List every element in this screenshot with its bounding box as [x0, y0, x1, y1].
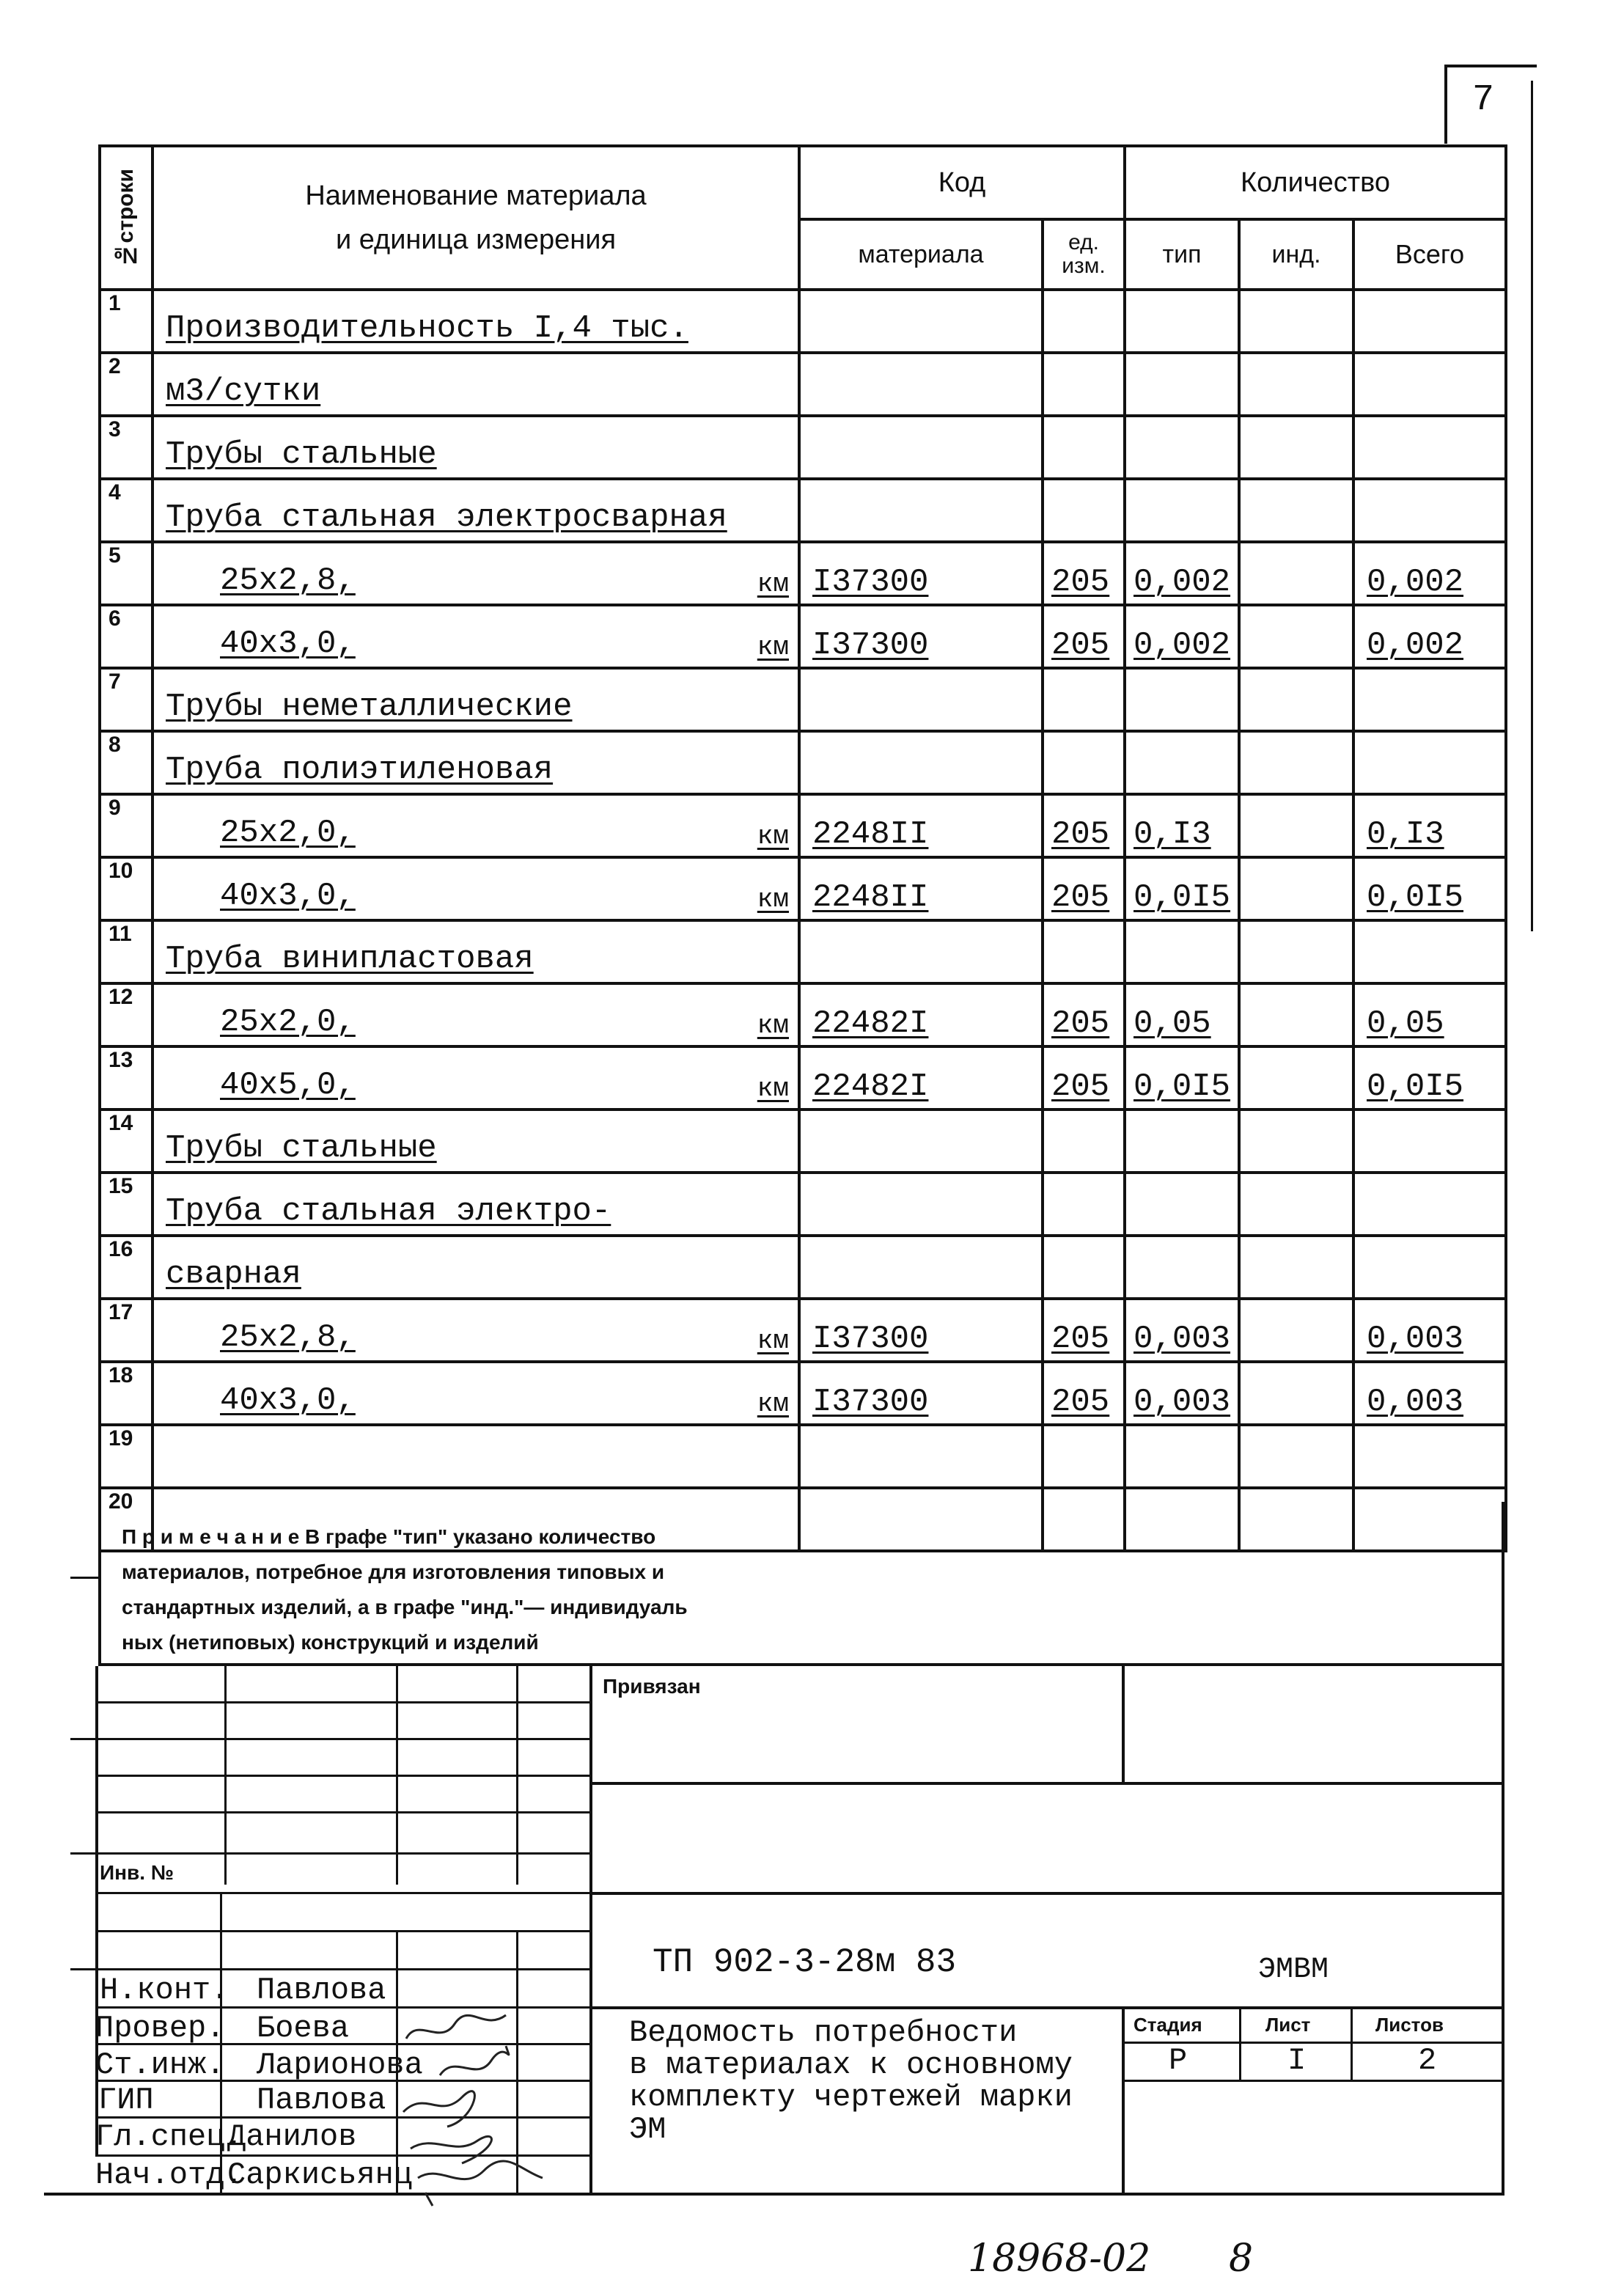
- qty-type-cell: [1125, 542, 1239, 605]
- unit-of-measure: км: [757, 821, 789, 851]
- qty-total-cell: [1353, 605, 1506, 668]
- material-code-cell: [799, 1362, 1043, 1425]
- material-name-cell: [153, 605, 799, 668]
- signer-name-6: Саркисьянц: [227, 2157, 413, 2193]
- row-number: 18: [109, 1363, 133, 1387]
- qty-total-cell: [1353, 857, 1506, 920]
- material-code-cell: [799, 416, 1043, 479]
- qty-total: 0,003: [1367, 1384, 1464, 1420]
- title-line-2: в материалах к основному: [629, 2047, 1073, 2083]
- material-name: 25х2,8,: [220, 562, 356, 599]
- row-number: 2: [109, 354, 121, 378]
- footer-page-number: 8: [1229, 2237, 1254, 2281]
- qty-type-cell: [1125, 1362, 1239, 1425]
- header-row-number: №строки: [100, 146, 153, 290]
- qty-ind-cell: [1239, 1110, 1353, 1173]
- header-qty-ind: инд.: [1239, 219, 1353, 290]
- unit-code-cell: [1043, 605, 1125, 668]
- qty-ind-cell: [1239, 479, 1353, 542]
- signer-name-3: Ларионова: [257, 2047, 423, 2083]
- signer-name-4: Павлова: [257, 2083, 386, 2118]
- sheet-value: I: [1287, 2043, 1307, 2078]
- material-name: 40х3,0,: [220, 878, 356, 914]
- unit-code: 205: [1051, 879, 1110, 916]
- row-number-cell: [100, 605, 153, 668]
- material-name: сварная: [166, 1256, 301, 1293]
- unit-code: 205: [1051, 1005, 1110, 1042]
- row-number-cell: [100, 731, 153, 794]
- qty-type-cell: [1125, 731, 1239, 794]
- unit-code: 205: [1051, 564, 1110, 601]
- material-name-cell: [153, 794, 799, 857]
- material-name-cell: [153, 479, 799, 542]
- material-code-cell: [799, 479, 1043, 542]
- note-line-1: П р и м е ч а н и е В графе "тип" указано количество: [122, 1525, 656, 1548]
- qty-total: 0,002: [1367, 564, 1464, 601]
- header-name: Наименование материала и единица измерения: [153, 146, 799, 290]
- material-code-cell: [799, 353, 1043, 416]
- unit-code: 205: [1051, 1068, 1110, 1105]
- material-name-cell: [153, 920, 799, 983]
- material-code: I37300: [812, 564, 929, 601]
- note-block: [98, 1502, 1504, 1666]
- row-number: 5: [109, 543, 121, 568]
- row-number: 8: [109, 733, 121, 757]
- row-number-cell: [100, 290, 153, 353]
- unit-of-measure: км: [757, 632, 789, 662]
- qty-total-cell: [1353, 353, 1506, 416]
- table-row: [100, 416, 1506, 479]
- qty-total-cell: [1353, 1110, 1506, 1173]
- table-row: [100, 479, 1506, 542]
- sheets-value: 2: [1418, 2043, 1437, 2078]
- qty-type: 0,0I5: [1133, 1068, 1231, 1105]
- material-code: 22482I: [812, 1068, 929, 1105]
- table-row: [100, 920, 1506, 983]
- table-row: [100, 1110, 1506, 1173]
- qty-total: 0,0I5: [1367, 1068, 1464, 1105]
- unit-of-measure: км: [757, 1074, 789, 1104]
- header-code-material: материала: [799, 219, 1043, 290]
- stage-value: Р: [1169, 2043, 1188, 2078]
- material-code: 22482I: [812, 1005, 929, 1042]
- header-code-unit: ед. изм.: [1043, 219, 1125, 290]
- material-name-cell: [153, 1046, 799, 1110]
- row-number: 19: [109, 1426, 133, 1450]
- qty-type: 0,003: [1133, 1321, 1231, 1357]
- document-code: ТП 902-3-28м 83: [653, 1943, 957, 1981]
- qty-type-cell: [1125, 605, 1239, 668]
- row-number-cell: [100, 1425, 153, 1488]
- row-number-cell: [100, 1046, 153, 1110]
- row-number-cell: [100, 1236, 153, 1299]
- unit-of-measure: км: [757, 884, 789, 914]
- qty-total-cell: [1353, 542, 1506, 605]
- header-qty-type: тип: [1125, 219, 1239, 290]
- material-code-cell: [799, 983, 1043, 1046]
- qty-type: 0,002: [1133, 564, 1231, 601]
- signer-role-3: Ст.инж.: [95, 2047, 225, 2083]
- qty-type-cell: [1125, 1046, 1239, 1110]
- signer-name-5: Данилов: [227, 2119, 357, 2154]
- material-name: Производительность I,4 тыс.: [166, 310, 688, 347]
- material-code: 2248II: [812, 816, 929, 853]
- qty-total: 0,I3: [1367, 816, 1444, 853]
- table-row: [100, 290, 1506, 353]
- material-name: Труба стальная электро-: [166, 1193, 611, 1230]
- material-code-cell: [799, 1173, 1043, 1236]
- material-name: Трубы стальные: [166, 1130, 437, 1167]
- qty-ind-cell: [1239, 1299, 1353, 1362]
- qty-ind-cell: [1239, 1236, 1353, 1299]
- table-row: [100, 353, 1506, 416]
- title-line-1: Ведомость потребности: [629, 2015, 1018, 2050]
- material-name: 25х2,8,: [220, 1319, 356, 1356]
- row-number: 6: [109, 606, 121, 631]
- material-name: 25х2,0,: [220, 815, 356, 851]
- qty-total-cell: [1353, 1425, 1506, 1488]
- qty-type-cell: [1125, 1425, 1239, 1488]
- unit-code-cell: [1043, 1236, 1125, 1299]
- row-number-cell: [100, 1362, 153, 1425]
- unit-code-cell: [1043, 1046, 1125, 1110]
- unit-code-cell: [1043, 920, 1125, 983]
- unit-code-cell: [1043, 794, 1125, 857]
- row-number-cell: [100, 794, 153, 857]
- unit-code-cell: [1043, 668, 1125, 731]
- qty-type-cell: [1125, 353, 1239, 416]
- unit-code-cell: [1043, 353, 1125, 416]
- unit-of-measure: км: [757, 1389, 789, 1419]
- row-number-cell: [100, 920, 153, 983]
- material-code-cell: [799, 857, 1043, 920]
- row-number-cell: [100, 542, 153, 605]
- qty-ind-cell: [1239, 1046, 1353, 1110]
- table-row: [100, 668, 1506, 731]
- material-name: 40х3,0,: [220, 626, 356, 662]
- qty-type-cell: [1125, 668, 1239, 731]
- header-quantity: Количество: [1125, 146, 1506, 219]
- table-row: [100, 1046, 1506, 1110]
- row-number: 11: [109, 922, 132, 946]
- qty-total-cell: [1353, 1236, 1506, 1299]
- unit-code-cell: [1043, 416, 1125, 479]
- qty-type-cell: [1125, 1236, 1239, 1299]
- row-number: 12: [109, 985, 133, 1009]
- qty-type-cell: [1125, 416, 1239, 479]
- material-name-cell: [153, 1362, 799, 1425]
- row-number: 4: [109, 480, 121, 505]
- qty-total-cell: [1353, 416, 1506, 479]
- row-number: 10: [109, 859, 133, 883]
- title-line-3: комплекту чертежей марки: [629, 2080, 1073, 2115]
- materials-table: [98, 144, 1507, 1552]
- material-name-cell: [153, 1173, 799, 1236]
- material-name-cell: [153, 1236, 799, 1299]
- material-name-cell: [153, 731, 799, 794]
- qty-total-cell: [1353, 290, 1506, 353]
- signer-name-1: Павлова: [257, 1973, 386, 2008]
- material-name: Труба полиэтиленовая: [166, 752, 554, 788]
- right-margin-line: [1531, 81, 1533, 931]
- table-row: [100, 731, 1506, 794]
- row-number: 3: [109, 417, 121, 441]
- material-name-cell: [153, 1110, 799, 1173]
- table-row: [100, 1236, 1506, 1299]
- table-row: [100, 1362, 1506, 1425]
- unit-code-cell: [1043, 1173, 1125, 1236]
- unit-code-cell: [1043, 1299, 1125, 1362]
- unit-code-cell: [1043, 479, 1125, 542]
- row-number-cell: [100, 1299, 153, 1362]
- qty-type: 0,0I5: [1133, 879, 1231, 916]
- material-code: I37300: [812, 1384, 929, 1420]
- material-name-cell: [153, 290, 799, 353]
- material-code: 2248II: [812, 879, 929, 916]
- qty-type: 0,05: [1133, 1005, 1211, 1042]
- row-number-cell: [100, 353, 153, 416]
- qty-ind-cell: [1239, 794, 1353, 857]
- qty-total-cell: [1353, 794, 1506, 857]
- unit-of-measure: км: [757, 1326, 789, 1356]
- material-name: Труба винипластовая: [166, 941, 534, 978]
- signer-role-2: Провер.: [95, 2011, 225, 2046]
- material-name: 40х5,0,: [220, 1067, 356, 1104]
- row-number-cell: [100, 416, 153, 479]
- qty-ind-cell: [1239, 983, 1353, 1046]
- unit-code: 205: [1051, 816, 1110, 853]
- table-row: [100, 1173, 1506, 1236]
- material-code-cell: [799, 1425, 1043, 1488]
- header-code: Код: [799, 146, 1125, 219]
- unit-code: 205: [1051, 627, 1110, 664]
- material-code-cell: [799, 668, 1043, 731]
- qty-type: 0,003: [1133, 1384, 1231, 1420]
- qty-ind-cell: [1239, 542, 1353, 605]
- unit-code-cell: [1043, 542, 1125, 605]
- unit-code: 205: [1051, 1384, 1110, 1420]
- qty-type-cell: [1125, 794, 1239, 857]
- qty-type-cell: [1125, 920, 1239, 983]
- inventory-number-label: Инв. №: [100, 1861, 174, 1884]
- qty-ind-cell: [1239, 416, 1353, 479]
- title-line-4: ЭМ: [629, 2112, 666, 2147]
- row-number-cell: [100, 668, 153, 731]
- qty-total: 0,003: [1367, 1321, 1464, 1357]
- qty-type: 0,I3: [1133, 816, 1211, 853]
- material-code-cell: [799, 920, 1043, 983]
- material-code-cell: [799, 542, 1043, 605]
- qty-ind-cell: [1239, 290, 1353, 353]
- qty-ind-cell: [1239, 1425, 1353, 1488]
- qty-total-cell: [1353, 1362, 1506, 1425]
- note-line-2: материалов, потребное для изготовления типовых и: [122, 1560, 665, 1583]
- qty-total-cell: [1353, 1173, 1506, 1236]
- row-number: 16: [109, 1237, 133, 1261]
- qty-total: 0,05: [1367, 1005, 1444, 1042]
- signer-role-5: Гл.спец.: [95, 2119, 243, 2154]
- material-code: I37300: [812, 627, 929, 664]
- qty-type-cell: [1125, 290, 1239, 353]
- signatures-graphic: [396, 2009, 557, 2207]
- qty-ind-cell: [1239, 353, 1353, 416]
- material-name: Труба стальная электросварная: [166, 499, 727, 536]
- material-name-cell: [153, 416, 799, 479]
- row-number-cell: [100, 983, 153, 1046]
- qty-ind-cell: [1239, 920, 1353, 983]
- qty-total-cell: [1353, 1299, 1506, 1362]
- material-name-cell: [153, 1425, 799, 1488]
- qty-ind-cell: [1239, 731, 1353, 794]
- table-row: [100, 857, 1506, 920]
- unit-of-measure: км: [757, 569, 789, 599]
- header-qty-total: Всего: [1353, 219, 1506, 290]
- row-number: 7: [109, 670, 121, 694]
- page-number: 7: [1472, 79, 1495, 121]
- qty-type-cell: [1125, 1173, 1239, 1236]
- qty-ind-cell: [1239, 1362, 1353, 1425]
- material-code-cell: [799, 605, 1043, 668]
- document-mark: ЭМВМ: [1258, 1954, 1329, 1987]
- material-name-cell: [153, 542, 799, 605]
- qty-total-cell: [1353, 1046, 1506, 1110]
- material-name-cell: [153, 983, 799, 1046]
- material-name: м3/сутки: [166, 373, 321, 410]
- unit-code-cell: [1043, 1110, 1125, 1173]
- qty-total: 0,0I5: [1367, 879, 1464, 916]
- material-name-cell: [153, 353, 799, 416]
- row-number: 17: [109, 1300, 133, 1324]
- footer-archive-number: 18968-02: [968, 2237, 1151, 2281]
- table-row: [100, 542, 1506, 605]
- table-row: [100, 605, 1506, 668]
- table-row: [100, 794, 1506, 857]
- unit-code-cell: [1043, 983, 1125, 1046]
- material-code-cell: [799, 1046, 1043, 1110]
- stage-label: Стадия: [1133, 2014, 1202, 2036]
- unit-code: 205: [1051, 1321, 1110, 1357]
- material-code-cell: [799, 1110, 1043, 1173]
- material-code-cell: [799, 1236, 1043, 1299]
- row-number: 13: [109, 1048, 133, 1072]
- material-name: 25х2,0,: [220, 1004, 356, 1041]
- unit-code-cell: [1043, 290, 1125, 353]
- sheet-label: Лист: [1265, 2014, 1311, 2036]
- material-name: 40х3,0,: [220, 1382, 356, 1419]
- row-number: 9: [109, 796, 121, 820]
- row-number: 15: [109, 1174, 133, 1198]
- signer-name-2: Боева: [257, 2011, 350, 2046]
- material-name: Трубы неметаллические: [166, 689, 573, 725]
- qty-ind-cell: [1239, 857, 1353, 920]
- row-number-cell: [100, 857, 153, 920]
- qty-type-cell: [1125, 1299, 1239, 1362]
- qty-type-cell: [1125, 479, 1239, 542]
- row-number-cell: [100, 1110, 153, 1173]
- qty-total-cell: [1353, 668, 1506, 731]
- row-number-cell: [100, 1173, 153, 1236]
- material-name-cell: [153, 857, 799, 920]
- signer-role-1: Н.конт.: [100, 1973, 229, 2008]
- material-code-cell: [799, 731, 1043, 794]
- signer-role-4: ГИП: [98, 2083, 154, 2118]
- unit-of-measure: км: [757, 1011, 789, 1041]
- material-name-cell: [153, 668, 799, 731]
- unit-code-cell: [1043, 857, 1125, 920]
- material-name-cell: [153, 1299, 799, 1362]
- materials-table-body: [100, 290, 1506, 1551]
- qty-total-cell: [1353, 731, 1506, 794]
- qty-type: 0,002: [1133, 627, 1231, 664]
- row-number: 20: [109, 1489, 133, 1514]
- qty-total: 0,002: [1367, 627, 1464, 664]
- signer-role-6: Нач.отд.: [95, 2157, 243, 2193]
- unit-code-cell: [1043, 1362, 1125, 1425]
- sheets-label: Листов: [1375, 2014, 1444, 2036]
- qty-ind-cell: [1239, 1173, 1353, 1236]
- row-number: 1: [109, 291, 121, 315]
- table-row: [100, 1299, 1506, 1362]
- qty-total-cell: [1353, 983, 1506, 1046]
- qty-total-cell: [1353, 479, 1506, 542]
- material-code-cell: [799, 794, 1043, 857]
- privyazan-label: Привязан: [603, 1675, 701, 1698]
- table-row: [100, 983, 1506, 1046]
- qty-type-cell: [1125, 983, 1239, 1046]
- qty-type-cell: [1125, 857, 1239, 920]
- note-line-3: стандартных изделий, а в графе "инд."— индивидуаль: [122, 1596, 688, 1618]
- unit-code-cell: [1043, 1425, 1125, 1488]
- qty-ind-cell: [1239, 605, 1353, 668]
- qty-ind-cell: [1239, 668, 1353, 731]
- material-name: Трубы стальные: [166, 436, 437, 473]
- row-number: 14: [109, 1111, 133, 1135]
- qty-type-cell: [1125, 1110, 1239, 1173]
- material-code-cell: [799, 290, 1043, 353]
- material-code: I37300: [812, 1321, 929, 1357]
- note-line-4: ных (нетиповых) конструкций и изделий: [122, 1631, 539, 1654]
- table-row: [100, 1425, 1506, 1488]
- material-code-cell: [799, 1299, 1043, 1362]
- row-number-cell: [100, 479, 153, 542]
- qty-total-cell: [1353, 920, 1506, 983]
- unit-code-cell: [1043, 731, 1125, 794]
